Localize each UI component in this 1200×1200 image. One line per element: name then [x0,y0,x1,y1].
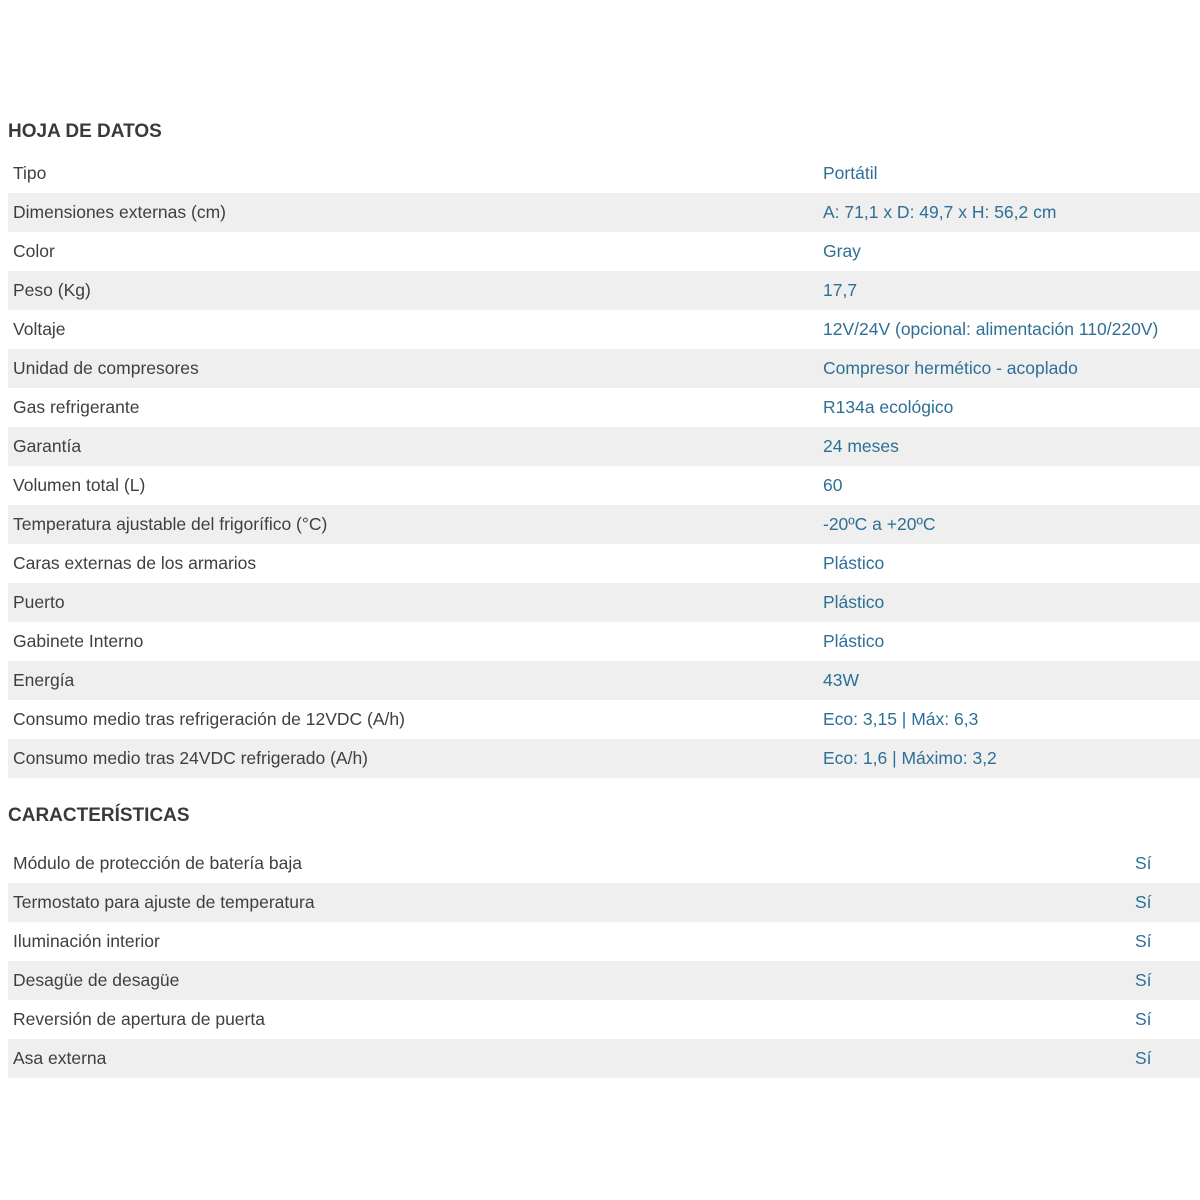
row-value: 17,7 [823,280,858,300]
row-label: Desagüe de desagüe [13,970,180,990]
table-row [8,193,1200,232]
row-label: Módulo de protección de batería baja [13,853,302,873]
row-value: Plástico [823,631,885,651]
row-value: R134a ecológico [823,397,954,417]
table-row [8,310,1200,349]
row-label: Energía [13,670,75,690]
table-row [8,466,1200,505]
row-value: Eco: 3,15 | Máx: 6,3 [823,709,979,729]
table-row [8,844,1200,883]
table-row [8,739,1200,778]
table-row [8,1000,1200,1039]
row-value: Sí [1135,853,1152,873]
datasheet-table [8,154,1200,778]
row-value: 43W [823,670,859,690]
row-label: Termostato para ajuste de temperatura [13,892,315,912]
row-value: 12V/24V (opcional: alimentación 110/220V) [823,319,1159,339]
row-value: Plástico [823,592,885,612]
row-label: Puerto [13,592,65,612]
row-value: -20ºC a +20ºC [823,514,936,534]
row-label: Gabinete Interno [13,631,144,651]
row-label: Iluminación interior [13,931,160,951]
table-row [8,154,1200,193]
row-label: Asa externa [13,1048,107,1068]
row-label: Temperatura ajustable del frigorífico (°C) [13,514,328,534]
table-row [8,700,1200,739]
row-label: Tipo [13,163,47,183]
row-label: Gas refrigerante [13,397,140,417]
row-value: Sí [1135,892,1152,912]
row-value: Eco: 1,6 | Máximo: 3,2 [823,748,997,768]
spec-page [8,116,1200,1078]
row-value: Sí [1135,970,1152,990]
row-value: Gray [823,241,861,261]
table-row [8,544,1200,583]
table-row [8,661,1200,700]
row-value: Compresor hermético - acoplado [823,358,1078,378]
row-label: Consumo medio tras refrigeración de 12VDC (A/h) [13,709,405,729]
table-row [8,622,1200,661]
table-row [8,349,1200,388]
row-label: Color [13,241,55,261]
table-row [8,583,1200,622]
table-row [8,271,1200,310]
row-value: Portátil [823,163,878,183]
row-value: Plástico [823,553,885,573]
row-value: A: 71,1 x D: 49,7 x H: 56,2 cm [823,202,1057,222]
table-row [8,388,1200,427]
row-value: Sí [1135,931,1152,951]
table-row [8,232,1200,271]
table-row [8,1039,1200,1078]
row-label: Voltaje [13,319,66,339]
row-label: Volumen total (L) [13,475,146,495]
table-row [8,883,1200,922]
row-value: Sí [1135,1009,1152,1029]
row-label: Unidad de compresores [13,358,199,378]
row-value: Sí [1135,1048,1152,1068]
row-value: 60 [823,475,843,495]
features-table [8,844,1200,1078]
row-label: Peso (Kg) [13,280,91,300]
row-label: Dimensiones externas (cm) [13,202,226,222]
table-row [8,505,1200,544]
table-row [8,427,1200,466]
features-heading: CARACTERÍSTICAS [8,805,190,826]
row-label: Garantía [13,436,82,456]
table-row [8,922,1200,961]
datasheet-heading: HOJA DE DATOS [8,121,162,142]
row-value: 24 meses [823,436,899,456]
table-row [8,961,1200,1000]
row-label: Caras externas de los armarios [13,553,257,573]
row-label: Reversión de apertura de puerta [13,1009,265,1029]
row-label: Consumo medio tras 24VDC refrigerado (A/h) [13,748,369,768]
